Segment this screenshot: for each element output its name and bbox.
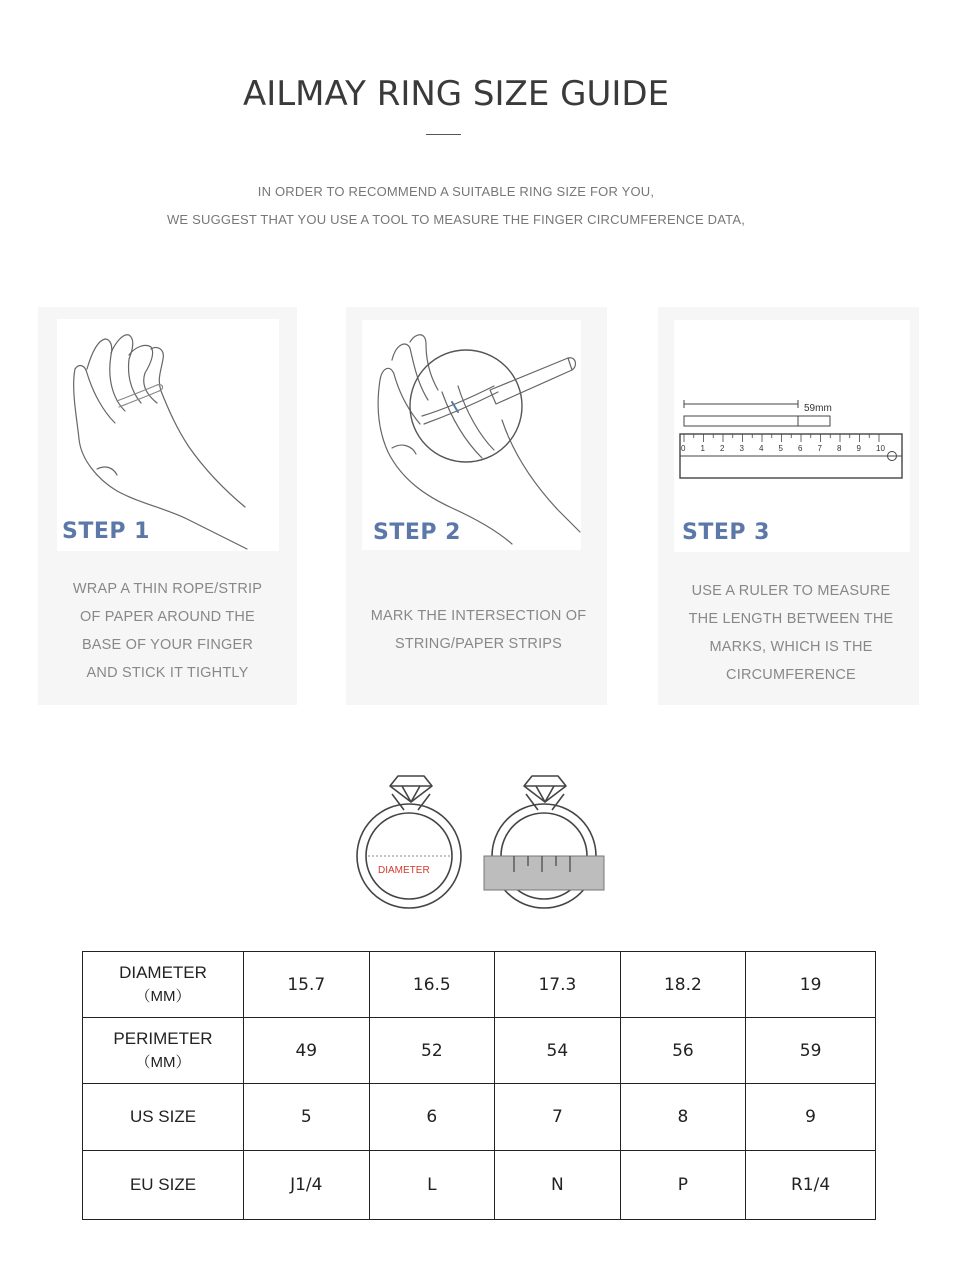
table-row — [83, 1018, 876, 1084]
step-1-instructions — [38, 575, 297, 687]
diameter-label: DIAMETER — [378, 865, 430, 876]
table-row — [83, 952, 876, 1018]
step-2-label: STEP 2 — [373, 520, 461, 545]
ruler-number: 9 — [856, 444, 861, 453]
title-divider — [426, 134, 461, 135]
step-3-illustration — [674, 320, 910, 552]
step-3-line: CIRCUMFERENCE — [726, 667, 856, 683]
table-cell: 8 — [620, 1084, 746, 1151]
step-3-card — [658, 307, 919, 705]
step-3-line: MARKS, WHICH IS THE — [709, 639, 873, 655]
row-header — [83, 1084, 244, 1151]
step-1-card — [38, 307, 297, 705]
table-cell: 16.5 — [369, 952, 495, 1018]
row-header-unit: （MM） — [135, 1053, 191, 1071]
ruler-number: 10 — [876, 444, 885, 453]
table-cell: 19 — [746, 952, 876, 1018]
table-cell: 7 — [495, 1084, 621, 1151]
step-1-label: STEP 1 — [62, 519, 150, 544]
row-header-unit: （MM） — [135, 987, 191, 1005]
table-cell: 9 — [746, 1084, 876, 1151]
table-cell: R1/4 — [746, 1151, 876, 1220]
table-cell: 17.3 — [495, 952, 621, 1018]
ruler-number: 6 — [798, 444, 803, 453]
step-1-line: OF PAPER AROUND THE — [80, 609, 255, 625]
row-header — [83, 1018, 244, 1084]
table-cell: 18.2 — [620, 952, 746, 1018]
table-cell: 52 — [369, 1018, 495, 1084]
ruler-number: 7 — [817, 444, 822, 453]
ruler-number: 0 — [681, 444, 686, 453]
step-2-illustration — [362, 320, 581, 550]
table-cell: P — [620, 1151, 746, 1220]
hand-mark-icon — [362, 320, 581, 550]
table-cell: L — [369, 1151, 495, 1220]
row-header — [83, 952, 244, 1018]
step-3-line: USE A RULER TO MEASURE — [691, 583, 891, 599]
ruler-number: 3 — [739, 444, 744, 453]
ring-ruler-icon — [482, 770, 606, 912]
step-1-illustration — [57, 319, 279, 551]
row-header — [83, 1151, 244, 1220]
ring-size-table — [82, 951, 876, 1220]
table-cell: 6 — [369, 1084, 495, 1151]
ruler-number: 5 — [778, 444, 783, 453]
intro-line-1: IN ORDER TO RECOMMEND A SUITABLE RING SIZE FOR YOU, — [257, 184, 655, 199]
table-cell: 15.7 — [244, 952, 370, 1018]
ruler-measure-value: 59mm — [804, 403, 832, 414]
row-header-label: EU SIZE — [129, 1175, 197, 1194]
step-1-line: AND STICK IT TIGHTLY — [86, 665, 249, 681]
step-1-line: WRAP A THIN ROPE/STRIP — [72, 581, 263, 597]
ruler-number: 2 — [720, 444, 725, 453]
table-row — [83, 1084, 876, 1151]
ring-diameter-icon — [352, 770, 470, 912]
step-3-label: STEP 3 — [682, 520, 770, 545]
step-2-line: STRING/PAPER STRIPS — [394, 636, 563, 652]
step-2-instructions — [346, 602, 611, 658]
hand-wrap-icon — [57, 319, 279, 551]
row-header-label: PERIMETER — [113, 1028, 213, 1048]
ruler-number: 8 — [837, 444, 842, 453]
table-cell: 5 — [244, 1084, 370, 1151]
step-2-card — [346, 307, 607, 705]
row-header-label: DIAMETER — [119, 962, 207, 982]
step-2-line: MARK THE INTERSECTION OF — [370, 608, 587, 624]
page-title: AILMAY RING SIZE GUIDE — [242, 74, 670, 114]
ring-diagram-diameter — [352, 770, 470, 912]
table-cell: 54 — [495, 1018, 621, 1084]
ruler-number: 1 — [700, 444, 705, 453]
table-cell: 49 — [244, 1018, 370, 1084]
table-row — [83, 1151, 876, 1220]
ruler-number: 4 — [759, 444, 764, 453]
intro-line-2: WE SUGGEST THAT YOU USE A TOOL TO MEASURE THE FINGER CIRCUMFERENCE DATA, — [166, 212, 746, 227]
step-3-instructions — [658, 577, 924, 689]
ring-diagram-ruler — [482, 770, 606, 912]
step-1-line: BASE OF YOUR FINGER — [81, 637, 254, 653]
table-cell: J1/4 — [244, 1151, 370, 1220]
row-header-label: US SIZE — [129, 1107, 197, 1126]
step-3-line: THE LENGTH BETWEEN THE — [688, 611, 894, 627]
table-cell: 59 — [746, 1018, 876, 1084]
table-cell: 56 — [620, 1018, 746, 1084]
table-cell: N — [495, 1151, 621, 1220]
ruler-numbers — [674, 320, 910, 552]
